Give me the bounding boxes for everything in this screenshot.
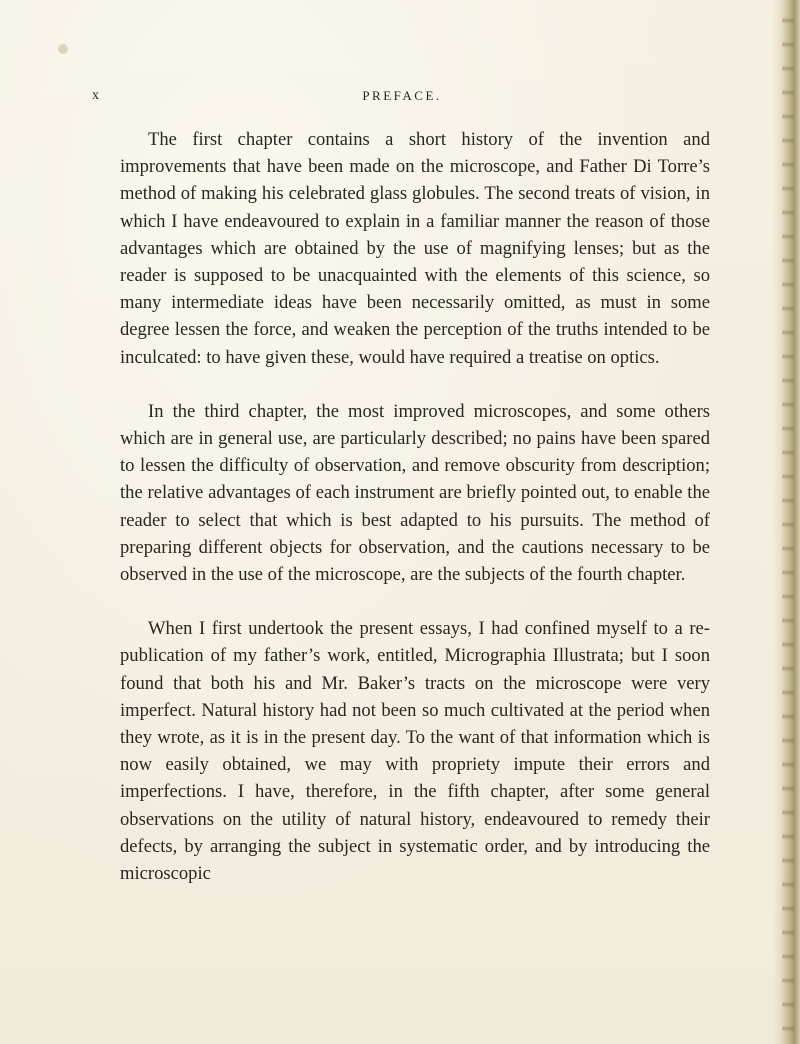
paper-stain	[58, 44, 68, 54]
paragraph: When I first undertook the present essays, I had confined myself to a re-publication of my father’s work, entitled, Micrographia Illustrata; but I soon found that both his and Mr. Baker’s tracts on the microscope were very imperfect. Natural history had not been so much cultivated at the period when they wrote, as it is in the present day. To the want of that information which is now easily obtained, we may with propriety impute their errors and imperfections. I have, therefore, in the fifth chapter, after some general observations on the utility of natural history, endeavoured to remedy their defects, by arranging the subject in systematic order, and by introducing the microscopic	[120, 618, 710, 885]
body-text	[120, 126, 710, 887]
running-head: PREFACE.	[362, 88, 442, 103]
page-header	[92, 88, 712, 108]
page-edge-spots	[782, 0, 794, 1044]
paragraph: In the third chapter, the most improved microscopes, and some others which are in general use, are particularly described; no pains have been spared to lessen the difficulty of observation, and remove obscurity from description; the relative advantages of each instrument are briefly pointed out, to enable the reader to select that which is best adapted to his pursuits. The method of preparing different objects for observation, and the cautions necessary to be observed in the use of the microscope, are the subjects of the fourth chapter.	[120, 400, 710, 586]
page-number: x	[92, 88, 100, 103]
paragraph: The first chapter contains a short history of the invention and improvements that have been made on the microscope, and Father Di Torre’s method of making his celebrated glass globules. The second treats of vision, in which I have endeavoured to explain in a familiar manner the reason of those advantages which are obtained by the use of magnifying lenses; but as the reader is supposed to be unacquainted with the elements of this science, so many intermediate ideas have been necessarily omitted, as must in some degree lessen the force, and weaken the perception of the truths intended to be inculcated: to have given these, would have required a treatise on optics.	[120, 129, 710, 368]
